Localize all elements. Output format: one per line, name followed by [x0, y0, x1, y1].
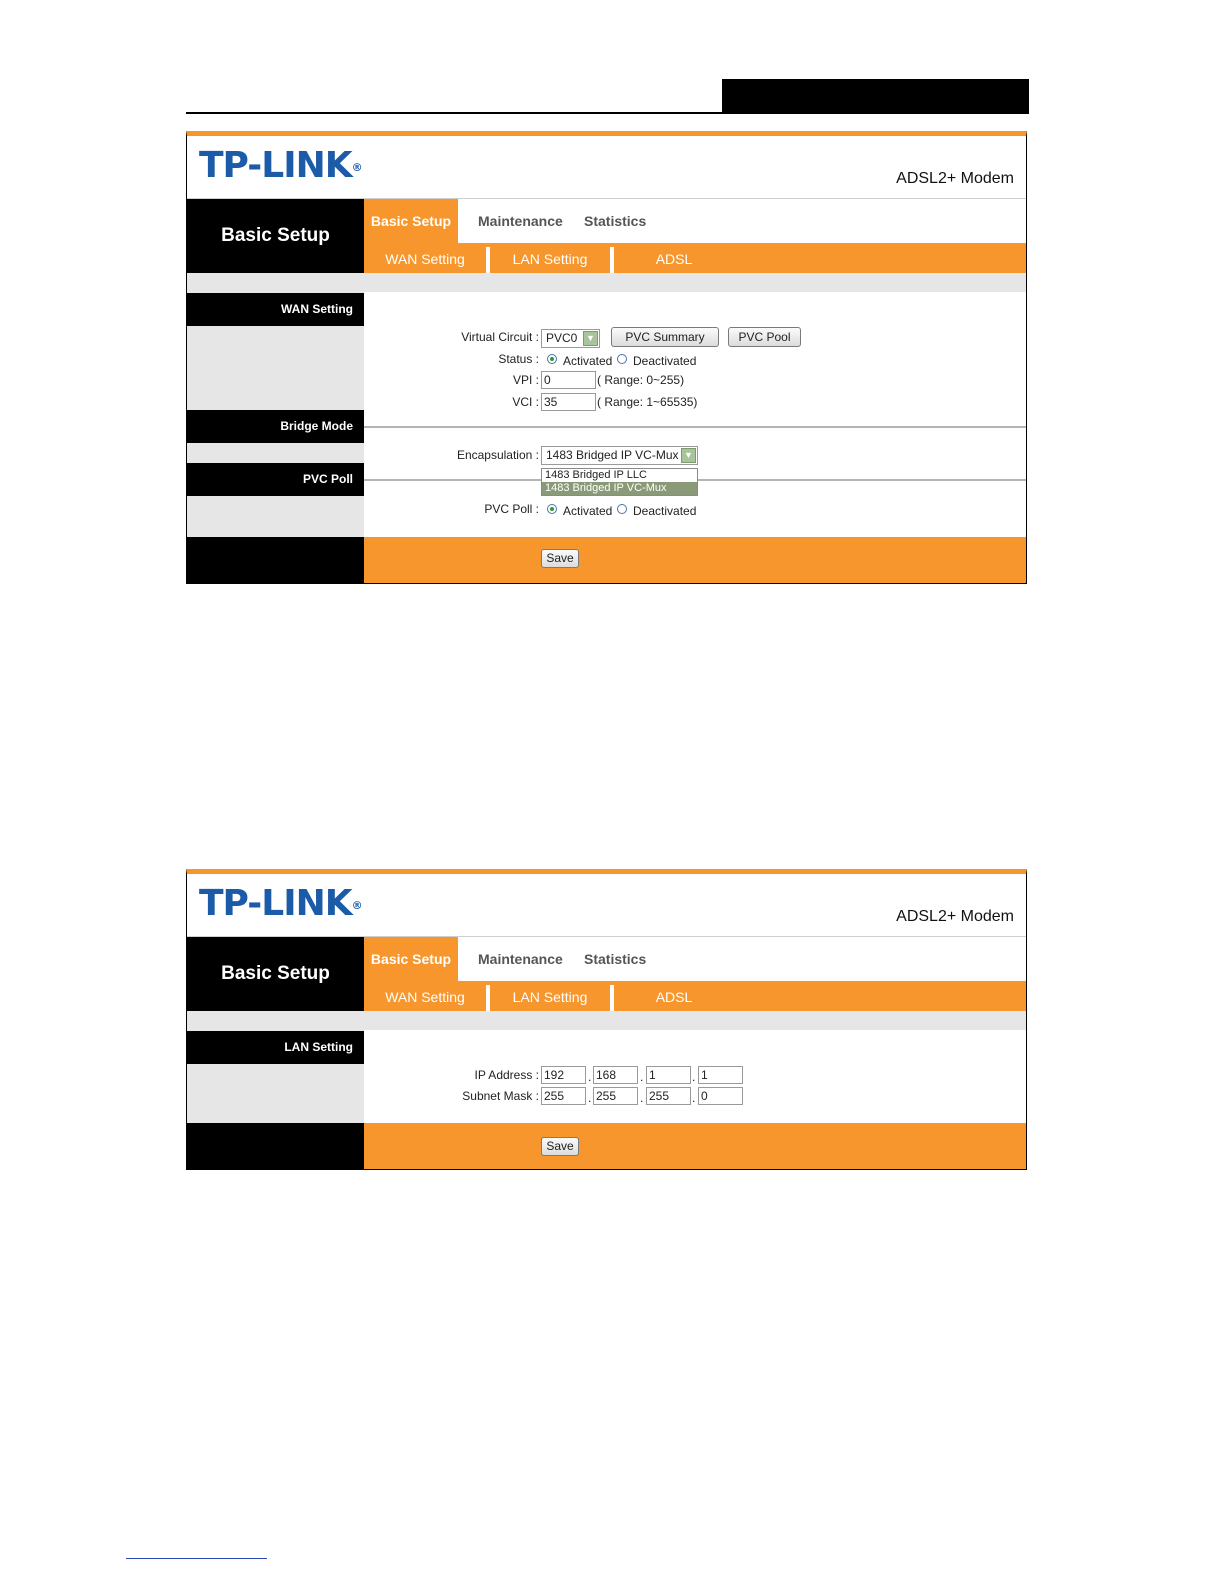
vci-range: ( Range: 1~65535)	[597, 395, 698, 409]
save-button[interactable]: Save	[541, 1137, 579, 1156]
status-label: Status :	[498, 352, 539, 366]
chevron-down-icon: ▼	[583, 331, 598, 346]
status-activated-radio[interactable]	[547, 354, 557, 364]
subtab-lan-setting[interactable]: LAN Setting	[512, 989, 588, 1005]
tab-statistics[interactable]: Statistics	[584, 213, 647, 229]
section-divider	[364, 426, 1026, 428]
tab-basic-setup[interactable]: Basic Setup	[364, 199, 458, 243]
virtual-circuit-label: Virtual Circuit :	[461, 330, 539, 344]
model-name: ADSL2+ Modem	[896, 170, 1014, 187]
subnet-mask-label: Subnet Mask :	[462, 1089, 539, 1103]
main-tabs	[364, 199, 1026, 243]
mask-octet-1[interactable]: 255	[541, 1087, 586, 1105]
dot-separator: .	[640, 1091, 644, 1105]
subtab-wan-setting[interactable]: WAN Setting	[385, 989, 465, 1005]
pvc-summary-button[interactable]: PVC Summary	[611, 327, 719, 347]
encapsulation-option-selected[interactable]: 1483 Bridged IP VC-Mux	[542, 482, 697, 495]
encapsulation-dropdown	[541, 468, 698, 496]
vpi-range: ( Range: 0~255)	[597, 373, 685, 387]
mask-octet-2[interactable]: 255	[593, 1087, 638, 1105]
status-deactivated-radio[interactable]	[617, 354, 627, 364]
ip-octet-4[interactable]: 1	[698, 1066, 743, 1084]
pvc-pool-button[interactable]: PVC Pool	[728, 327, 801, 347]
side-title: Basic Setup	[187, 199, 364, 273]
spacer-bar	[187, 1011, 1026, 1030]
vpi-input[interactable]: 0	[541, 371, 596, 389]
chevron-down-icon: ▼	[681, 448, 696, 463]
sub-tabs	[364, 243, 1026, 273]
ip-address-label: IP Address :	[474, 1068, 539, 1082]
footer-left	[187, 537, 364, 583]
tab-basic-setup[interactable]: Basic Setup	[364, 937, 458, 981]
mask-octet-4[interactable]: 0	[698, 1087, 743, 1105]
dot-separator: .	[588, 1070, 592, 1084]
spacer-bar	[187, 273, 1026, 292]
main-tabs	[364, 937, 1026, 981]
sub-tabs	[364, 981, 1026, 1011]
page-header-block	[722, 79, 1029, 113]
wan-setting-screenshot	[186, 131, 1027, 584]
dot-separator: .	[692, 1070, 696, 1084]
status-activated-label: Activated	[563, 354, 613, 368]
page-header-rule	[186, 112, 1029, 114]
subtab-adsl[interactable]: ADSL	[655, 251, 693, 267]
lan-setting-screenshot	[186, 869, 1027, 1170]
footer-bar	[187, 1123, 1026, 1169]
dot-separator: .	[692, 1091, 696, 1105]
side-title: Basic Setup	[187, 937, 364, 1011]
status-deactivated-label: Deactivated	[633, 354, 697, 368]
vci-input[interactable]: 35	[541, 393, 596, 411]
footer-left	[187, 1123, 364, 1169]
section-lan-setting: LAN Setting	[187, 1031, 364, 1064]
section-wan-setting: WAN Setting	[187, 293, 364, 326]
dot-separator: .	[588, 1091, 592, 1105]
pvc-poll-activated-label: Activated	[563, 504, 613, 518]
ip-octet-2[interactable]: 168	[593, 1066, 638, 1084]
tp-link-logo: TP-LINK®	[199, 883, 363, 924]
tab-maintenance[interactable]: Maintenance	[478, 213, 563, 229]
banner	[187, 136, 1026, 199]
subtab-lan-setting[interactable]: LAN Setting	[512, 251, 588, 267]
footer-right	[364, 537, 1026, 583]
ip-octet-1[interactable]: 192	[541, 1066, 586, 1084]
encapsulation-select[interactable]: 1483 Bridged IP VC-Mux ▼	[541, 446, 698, 465]
subtab-wan-setting[interactable]: WAN Setting	[385, 251, 465, 267]
save-button[interactable]: Save	[541, 549, 579, 568]
encapsulation-option[interactable]: 1483 Bridged IP LLC	[545, 469, 647, 481]
tp-link-logo: TP-LINK®	[199, 145, 363, 186]
dot-separator: .	[640, 1070, 644, 1084]
pvc-poll-deactivated-radio[interactable]	[617, 504, 627, 514]
banner	[187, 874, 1026, 937]
subtab-adsl[interactable]: ADSL	[655, 989, 693, 1005]
pvc-poll-deactivated-label: Deactivated	[633, 504, 697, 518]
footer-link-underline	[126, 1558, 267, 1559]
virtual-circuit-select[interactable]: PVC0 ▼	[541, 329, 600, 348]
encapsulation-label: Encapsulation :	[456, 448, 539, 462]
section-pvc-poll: PVC Poll	[187, 463, 364, 496]
pvc-poll-activated-radio[interactable]	[547, 504, 557, 514]
model-name: ADSL2+ Modem	[896, 908, 1014, 925]
vpi-label: VPI :	[512, 373, 539, 387]
ip-octet-3[interactable]: 1	[646, 1066, 691, 1084]
vci-label: VCI :	[512, 395, 539, 409]
footer-right	[364, 1123, 1026, 1169]
mask-octet-3[interactable]: 255	[646, 1087, 691, 1105]
tab-statistics[interactable]: Statistics	[584, 951, 647, 967]
pvc-poll-label: PVC Poll :	[484, 502, 539, 516]
tab-maintenance[interactable]: Maintenance	[478, 951, 563, 967]
section-bridge-mode: Bridge Mode	[187, 410, 364, 443]
footer-bar	[187, 537, 1026, 583]
